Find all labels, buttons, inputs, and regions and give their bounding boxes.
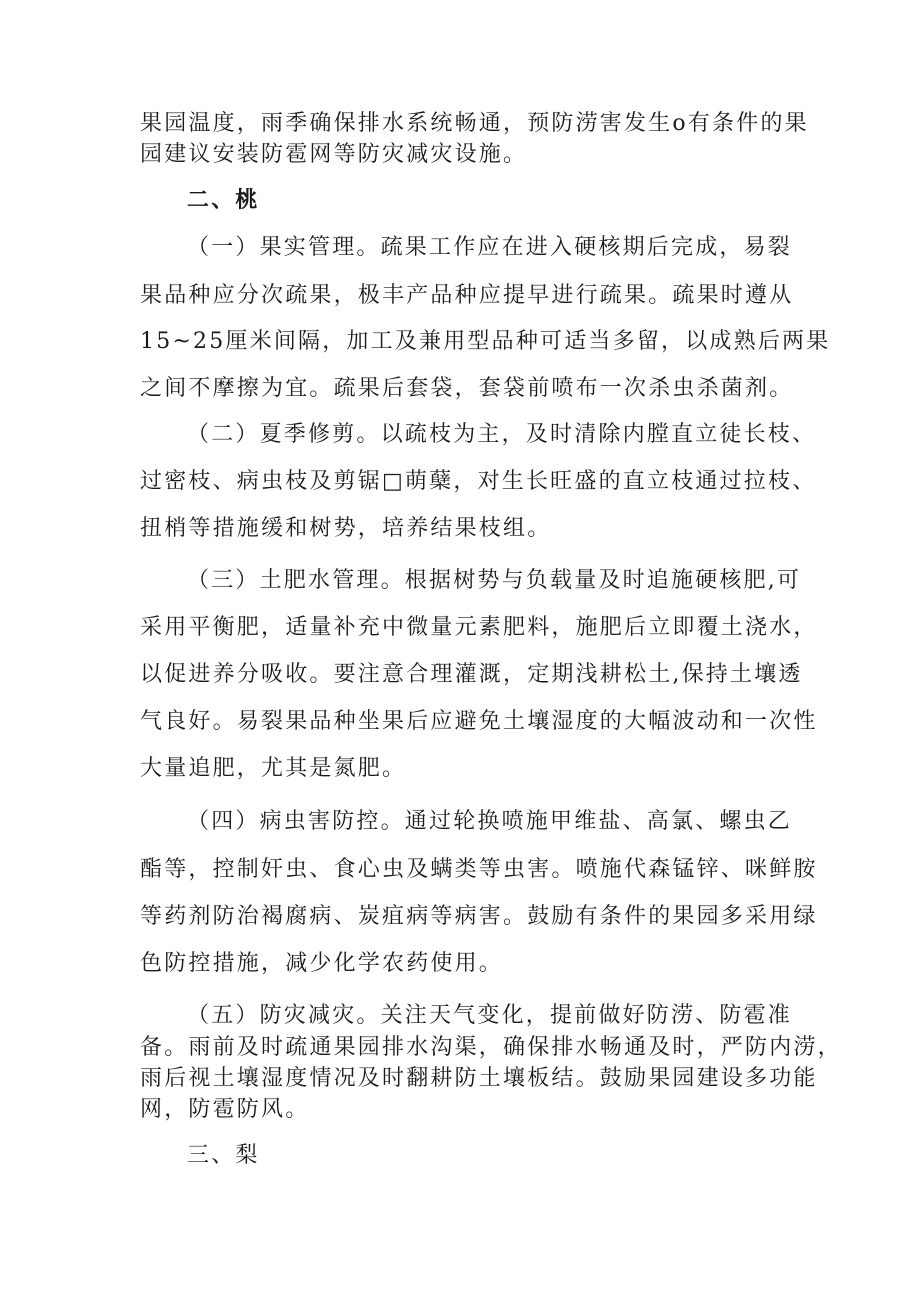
paragraph-2-line: 过密枝、病虫枝及剪锯□萌蘖，对生长旺盛的直立枝通过拉枝、 xyxy=(140,469,817,494)
paragraph-3-line: 大量追肥，尤其是氮肥。 xyxy=(140,756,407,781)
paragraph-2-line: 扭梢等措施缓和树势，培养结果枝组。 xyxy=(140,516,552,541)
paragraph-5-line: 雨后视土壤湿度情况及时翻耕防土壤板结。鼓励果园建设多功能 xyxy=(140,1066,818,1091)
paragraph-4-line: 色防控措施，减少化学农药使用。 xyxy=(140,951,504,976)
paragraph-3-line: 采用平衡肥，适量补充中微量元素肥料，施肥后立即覆土浇水， xyxy=(140,615,818,640)
paragraph-3-line: 以促进养分吸收。要注意合理灌溉，定期浅耕松土,保持土壤透 xyxy=(140,662,803,687)
paragraph-5-line: 网，防雹防风。 xyxy=(140,1097,310,1122)
paragraph-5-line: 备。雨前及时疏通果园排水沟渠，确保排水畅通及时，严防内涝， xyxy=(140,1035,842,1060)
paragraph-1-line: 之间不摩擦为宜。疏果后套袋，套袋前喷布一次杀虫杀菌剂。 xyxy=(140,376,794,401)
paragraph-4-line: 酯等，控制奸虫、食心虫及螨类等虫害。喷施代森锰锌、咪鲜胺 xyxy=(140,857,818,882)
paragraph-1-line: 果品种应分次疏果，极丰产品种应提早进行疏果。疏果时遵从 xyxy=(140,283,794,308)
paragraph-3-line: 气良好。易裂果品种坐果后应避免土壤湿度的大幅波动和一次性 xyxy=(140,709,818,734)
section-heading-pear: 三、梨 xyxy=(187,1143,260,1168)
paragraph-2-line: （二）夏季修剪。以疏枝为主，及时清除内膛直立徒长枝、 xyxy=(187,422,817,447)
paragraph-3-line: （三）土肥水管理。根据树势与负载量及时追施硬核肥,可 xyxy=(187,568,802,593)
paragraph-4-line: 等药剂防治褐腐病、炭疽病等病害。鼓励有条件的果园多采用绿 xyxy=(140,904,818,929)
paragraph-1-line: （一）果实管理。疏果工作应在进入硬核期后完成，易裂 xyxy=(187,235,793,260)
paragraph-1-line: 15~25厘米间隔，加工及兼用型品种可适当多留，以成熟后两果 xyxy=(140,329,831,354)
body-line: 园建议安装防雹网等防灾减灾设施。 xyxy=(140,142,528,167)
section-heading-peach: 二、桃 xyxy=(187,187,260,213)
body-line: 果园温度，雨季确保排水系统畅通，预防涝害发生o有条件的果 xyxy=(140,111,809,136)
paragraph-5-line: （五）防灾减灾。关注天气变化，提前做好防涝、防雹准 xyxy=(187,1003,793,1028)
paragraph-4-line: （四）病虫害防控。通过轮换喷施甲维盐、高氯、螺虫乙 xyxy=(187,809,793,834)
